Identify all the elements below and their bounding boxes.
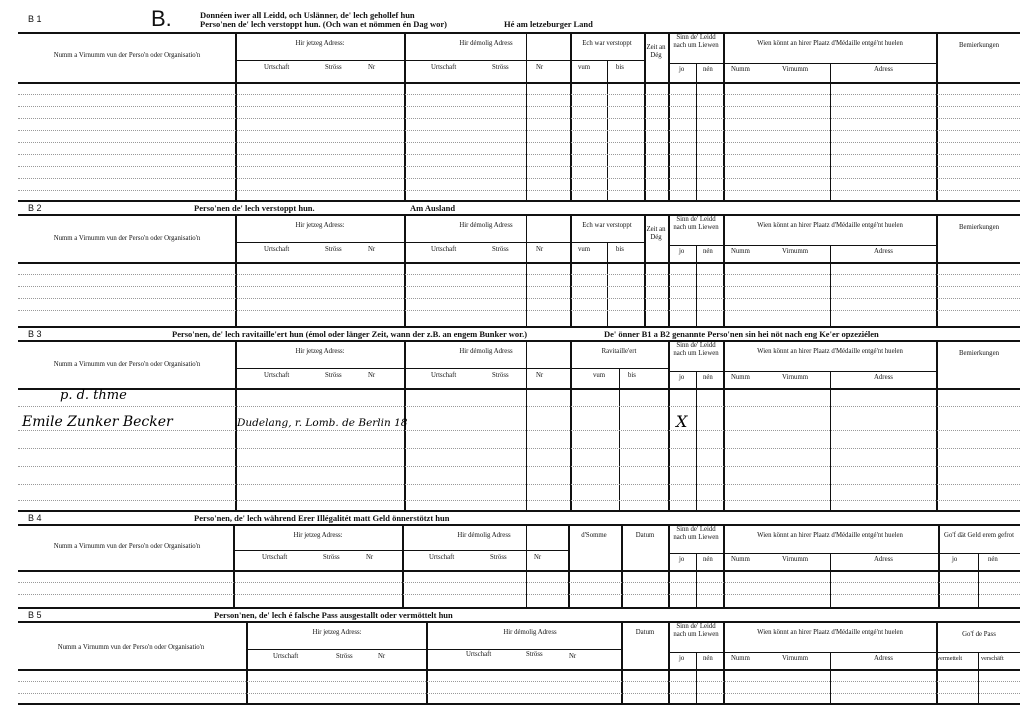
- subheader-rule: [405, 368, 570, 369]
- subheader-rule: [669, 63, 723, 64]
- header-rule: [18, 262, 1020, 264]
- header-name: Numm a Virnumm vun der Perso'n oder Organisatio'n: [53, 235, 201, 242]
- column-rule: [830, 554, 831, 607]
- subheader-rule: [427, 649, 621, 650]
- column-rule: [830, 372, 831, 510]
- header-current-address: Hir jetzeg Adress:: [293, 532, 343, 539]
- header-firstname: Virnumm: [782, 374, 809, 381]
- header-to: bis: [616, 64, 624, 71]
- subheader-rule: [669, 652, 723, 653]
- entry-line: [18, 274, 1020, 275]
- header-no: nén: [988, 556, 998, 563]
- section-title: Perso'nen de' lech verstoppt hun.: [194, 203, 315, 213]
- header-rule: [18, 388, 1020, 390]
- subheader-rule: [724, 371, 936, 372]
- header-hidden: Ech war verstoppt: [582, 40, 632, 47]
- header-address: Adress: [874, 66, 893, 73]
- header-supplied: Ravitaille'ert: [601, 348, 637, 355]
- header-no: nén: [703, 655, 713, 662]
- form-letter: B.: [151, 6, 172, 31]
- header-former-address: Hir démolig Adress: [503, 629, 557, 636]
- header-nr: Nr: [534, 554, 542, 561]
- header-address: Adress: [874, 556, 893, 563]
- header-place: Urtschaft: [429, 554, 455, 561]
- header-firstname: Virnumm: [782, 66, 809, 73]
- form-bottom-rule: [18, 703, 1020, 705]
- header-number: Numm: [731, 556, 750, 563]
- section-subtitle: De' önner B1 a B2 genannte Perso'nen sin hei nöt nach eng Ke'er opzeziélen: [604, 329, 879, 339]
- header-remarks: Bemierkungen: [958, 224, 999, 231]
- header-place: Urtschaft: [264, 372, 290, 379]
- column-rule: [619, 368, 620, 510]
- column-rule: [696, 653, 697, 705]
- entry-line: [18, 94, 1020, 95]
- header-place: Urtschaft: [264, 64, 290, 71]
- header-from: vum: [578, 64, 591, 71]
- header-to: bis: [616, 246, 624, 253]
- header-street: Ströss: [325, 246, 342, 253]
- column-rule: [723, 32, 725, 200]
- header-name: Numm a Virnumm vun der Perso'n oder Organisatio'n: [53, 52, 201, 59]
- header-firstname: Virnumm: [782, 556, 809, 563]
- header-remarks: Bemierkungen: [958, 42, 999, 49]
- section-code: B 3: [28, 329, 42, 339]
- entry-line: [18, 130, 1020, 131]
- section-top-rule: [18, 200, 1020, 202]
- header-place: Urtschaft: [264, 246, 290, 253]
- section-code: B 2: [28, 203, 42, 213]
- subheader-rule: [405, 242, 570, 243]
- header-place: Urtschaft: [431, 372, 457, 379]
- subheader-rule: [571, 368, 668, 369]
- section-b1: [18, 6, 1020, 200]
- header-nr: Nr: [368, 64, 376, 71]
- column-rule: [235, 32, 237, 200]
- entry-line: [18, 430, 1020, 431]
- column-rule: [607, 242, 608, 326]
- header-alive: Sinn de' Leidd nach um Liewen: [673, 34, 719, 49]
- header-no: nén: [703, 66, 713, 73]
- entry-line: [18, 582, 1020, 583]
- header-nr: Nr: [536, 246, 544, 253]
- subheader-rule: [724, 652, 936, 653]
- subheader-rule: [724, 553, 938, 554]
- header-to: bis: [628, 372, 636, 379]
- header-time: Zeit an Dég: [646, 44, 666, 59]
- section-code: B 1: [28, 14, 42, 24]
- subheader-rule: [669, 245, 723, 246]
- header-place: Urtschaft: [431, 64, 457, 71]
- header-medal: Wien könnt an hirer Plaatz d'Médaille entgé'nt huelen: [757, 40, 903, 47]
- header-time: Zeit an Dég: [646, 226, 666, 241]
- header-date: Datum: [635, 629, 655, 636]
- header-street: Ströss: [492, 372, 509, 379]
- subheader-rule: [724, 63, 936, 64]
- column-rule: [696, 372, 697, 510]
- entry-line: [18, 106, 1020, 107]
- subheader-rule: [571, 60, 644, 61]
- column-rule: [404, 32, 406, 200]
- entry-line: [18, 466, 1020, 467]
- subheader-rule: [724, 245, 936, 246]
- header-hidden: Ech war verstoppt: [582, 222, 632, 229]
- section-top-rule: [18, 326, 1020, 328]
- header-place: Urtschaft: [431, 246, 457, 253]
- header-nr: Nr: [368, 246, 376, 253]
- header-alive: Sinn de' Leidd nach um Liewen: [673, 526, 719, 541]
- entry-line: [18, 178, 1020, 179]
- header-alive: Sinn de' Leidd nach um Liewen: [673, 623, 719, 638]
- header-yes: jo: [679, 556, 685, 563]
- header-medal: Wien könnt an hirer Plaatz d'Médaille entgé'nt huelen: [757, 222, 903, 229]
- section-header-rule: [18, 340, 1020, 342]
- column-rule: [526, 34, 527, 200]
- section-b2: [18, 200, 1020, 326]
- section-header-rule: [18, 524, 1020, 526]
- section-code: B 4: [28, 513, 42, 523]
- subheader-rule: [571, 242, 644, 243]
- entry-line: [18, 310, 1020, 311]
- header-number: Numm: [731, 374, 750, 381]
- section-b5: [18, 607, 1020, 705]
- header-from: vum: [578, 246, 591, 253]
- header-street: Ströss: [492, 246, 509, 253]
- header-name: Numm a Virnumm vun der Perso'n oder Organisatio'n: [53, 543, 201, 550]
- header-place: Urtschaft: [466, 651, 492, 658]
- header-date: Datum: [635, 532, 655, 539]
- section-title: Person'nen, de' lech é falsche Pass ausgestallt oder vermöttelt hun: [214, 610, 453, 620]
- header-yes: jo: [679, 374, 685, 381]
- subheader-rule: [939, 553, 1020, 554]
- header-yes: jo: [679, 66, 685, 73]
- section-top-rule: [18, 32, 1020, 34]
- header-street: Ströss: [336, 653, 353, 660]
- header-nr: Nr: [368, 372, 376, 379]
- section-title: Donnéen iwer all Leidd, och Uslänner, de' lech gehollef hun: [200, 10, 415, 20]
- header-no: nén: [703, 248, 713, 255]
- header-street: Ströss: [323, 554, 340, 561]
- header-address: Adress: [874, 655, 893, 662]
- entry-line: [18, 484, 1020, 485]
- handwritten-check-mark: X: [676, 412, 688, 431]
- column-rule: [936, 32, 938, 200]
- section-header-rule: [18, 214, 1020, 216]
- header-place: Urtschaft: [273, 653, 299, 660]
- header-created: verschäft: [981, 655, 1004, 662]
- entry-line: [18, 681, 1020, 682]
- header-medal: Wien könnt an hirer Plaatz d'Médaille entgé'nt huelen: [757, 532, 903, 539]
- header-alive: Sinn de' Leidd nach um Liewen: [673, 216, 719, 231]
- column-rule: [570, 32, 572, 200]
- header-medal: Wien könnt an hirer Plaatz d'Médaille entgé'nt huelen: [757, 348, 903, 355]
- header-former-address: Hir démolig Adress: [459, 40, 513, 47]
- column-rule: [830, 653, 831, 705]
- header-current-address: Hir jetzeg Adress:: [295, 222, 345, 229]
- header-nr: Nr: [378, 653, 386, 660]
- header-nr: Nr: [366, 554, 374, 561]
- column-rule: [830, 64, 831, 200]
- section-top-rule: [18, 510, 1020, 512]
- header-issued: vermettelt: [937, 655, 963, 662]
- entry-line: [18, 166, 1020, 167]
- header-address: Adress: [874, 248, 893, 255]
- header-medal: Wien könnt an hirer Plaatz d'Médaille entgé'nt huelen: [757, 629, 903, 636]
- column-rule: [696, 64, 697, 200]
- entry-line: [18, 142, 1020, 143]
- header-number: Numm: [731, 655, 750, 662]
- subheader-rule: [669, 371, 723, 372]
- header-place: Urtschaft: [262, 554, 288, 561]
- header-street: Ströss: [490, 554, 507, 561]
- header-current-address: Hir jetzeg Adress:: [295, 348, 345, 355]
- section-header-rule: [18, 621, 1020, 623]
- header-street: Ströss: [492, 64, 509, 71]
- header-from: vum: [593, 372, 606, 379]
- column-rule: [978, 653, 979, 705]
- subheader-rule: [247, 649, 426, 650]
- header-firstname: Virnumm: [782, 655, 809, 662]
- section-subtitle-region: Hé am letzeburger Land: [504, 19, 593, 29]
- section-title: Perso'nen, de' lech während Erer Illégalitét matt Geld önnerstötzt hun: [194, 513, 450, 523]
- header-pass: Go'f de Pass: [962, 631, 996, 638]
- section-b4: [18, 510, 1020, 607]
- handwritten-note: p. d. thme: [60, 388, 127, 403]
- header-nr: Nr: [536, 372, 544, 379]
- section-subtitle: Perso'nen de' lech verstoppt hun. (Och wan et nömmen én Dag wor): [200, 19, 447, 29]
- handwritten-name: Emile Zunker Becker: [22, 414, 173, 430]
- subheader-rule: [669, 553, 723, 554]
- header-nr: Nr: [536, 64, 544, 71]
- header-former-address: Hir démolig Adress: [457, 532, 511, 539]
- column-rule: [668, 32, 670, 200]
- header-money-returned: Go'f dät Geld erem gefrot: [944, 532, 1014, 539]
- entry-line: [18, 118, 1020, 119]
- header-current-address: Hir jetzeg Adress:: [295, 40, 345, 47]
- subheader-rule: [236, 60, 404, 61]
- header-rule: [18, 82, 1020, 84]
- header-number: Numm: [731, 248, 750, 255]
- entry-line: [18, 154, 1020, 155]
- section-subtitle-region: Am Ausland: [410, 203, 456, 213]
- header-street: Ströss: [325, 372, 342, 379]
- header-nr: Nr: [569, 653, 577, 660]
- entry-line: [18, 298, 1020, 299]
- questionnaire-form: [18, 6, 1020, 706]
- entry-line: [18, 693, 1020, 694]
- section-title: Perso'nen, de' lech ravitaille'ert hun (émol oder länger Zeit, wann der z.B. an engem Bunker wor.): [172, 329, 528, 339]
- subheader-rule: [405, 60, 570, 61]
- section-b3: [18, 326, 1020, 510]
- header-number: Numm: [731, 66, 750, 73]
- subheader-rule: [937, 652, 1020, 653]
- header-alive: Sinn de' Leidd nach um Liewen: [673, 342, 719, 357]
- entry-line: [18, 448, 1020, 449]
- header-no: nén: [703, 374, 713, 381]
- header-yes: jo: [679, 248, 685, 255]
- column-rule: [644, 32, 646, 200]
- header-current-address: Hir jetzeg Adress:: [312, 629, 362, 636]
- header-no: nén: [703, 556, 713, 563]
- header-former-address: Hir démolig Adress: [459, 222, 513, 229]
- section-code: B 5: [28, 610, 42, 620]
- section-top-rule: [18, 607, 1020, 609]
- subheader-rule: [236, 242, 404, 243]
- header-former-address: Hir démolig Adress: [459, 348, 513, 355]
- header-name: Numm a Virnumm vun der Perso'n oder Organisatio'n: [57, 644, 205, 651]
- handwritten-address: Dudelang, r. Lomb. de Berlin 18: [237, 417, 408, 429]
- header-street: Ströss: [325, 64, 342, 71]
- entry-line: [18, 286, 1020, 287]
- entry-line: [18, 594, 1020, 595]
- header-yes: jo: [952, 556, 958, 563]
- subheader-rule: [236, 368, 404, 369]
- subheader-rule: [234, 550, 402, 551]
- column-rule: [978, 554, 979, 607]
- entry-line: [18, 190, 1020, 191]
- entry-line: [18, 406, 1020, 407]
- header-yes: jo: [679, 655, 685, 662]
- header-street: Ströss: [526, 651, 543, 658]
- header-firstname: Virnumm: [782, 248, 809, 255]
- header-remarks: Bemierkungen: [958, 350, 999, 357]
- column-rule: [696, 554, 697, 607]
- header-sum: d'Somme: [581, 532, 607, 539]
- header-rule: [18, 570, 1020, 572]
- header-rule: [18, 669, 1020, 671]
- header-address: Adress: [874, 374, 893, 381]
- header-name: Numm a Virnumm vun der Perso'n oder Organisatio'n: [53, 361, 201, 368]
- entry-line: [18, 500, 1020, 501]
- subheader-rule: [403, 550, 568, 551]
